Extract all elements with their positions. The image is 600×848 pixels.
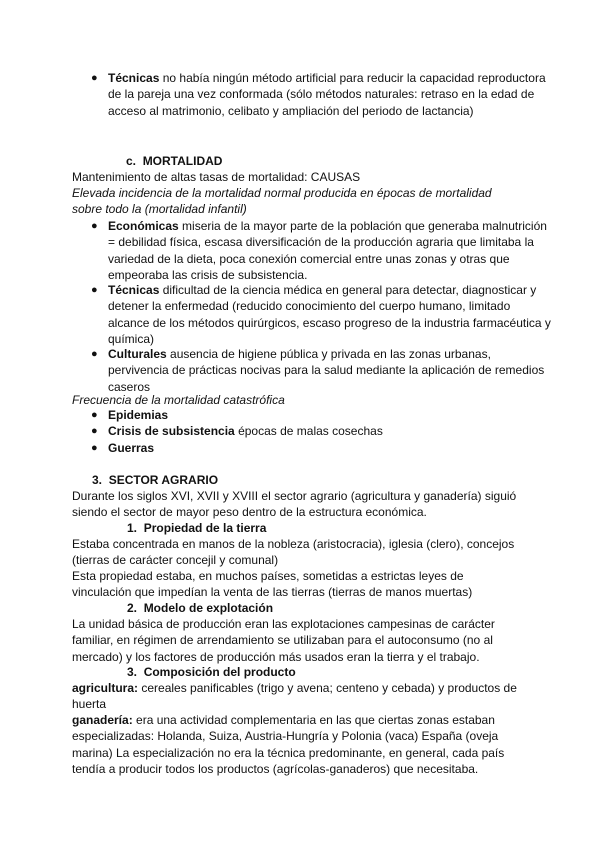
agricultura-paragraph	[72, 680, 532, 713]
propiedad-paragraph-1: Estaba concentrada en manos de la nobleza (aristocracia), iglesia (clero), concejos (tierras de carácter concejil y comunal)	[72, 537, 515, 568]
item-text: épocas de malas cosechas	[234, 424, 383, 438]
bullet-icon: ●	[91, 425, 98, 437]
item-text: miseria de la mayor parte de la población que generaba malnutrición = debilidad física, escasa diversificación de la producción agraria que limitaba la variedad de la dieta, poca conexión comercial entre unas zonas y otras que empeoraba las crisis de subsistencia.	[108, 219, 547, 282]
item-text: ausencia de higiene pública y privada en las zonas urbanas, pervivencia de prácticas nocivas para la salud mediante la aplicación de remedios caseros	[108, 347, 545, 394]
subheading-propiedad	[127, 520, 266, 536]
bullet-icon: ●	[91, 348, 98, 360]
subheading-number: 2.	[127, 601, 138, 615]
propiedad-paragraph-2: Esta propiedad estaba, en muchos países, sometidas a estrictas leyes de vinculación que impedían la venta de las tierras (tierras de manos muertas)	[72, 569, 473, 600]
list-item-culturales	[88, 346, 548, 395]
item-text: dificultad de la ciencia médica en general para detectar, diagnosticar y detener la enfermedad (reducido conocimiento del cuerpo humano, limitado alcance de los métodos quirúrgicos, escaso progreso de la industria farmacéutica y química)	[108, 283, 551, 346]
item-text: no había ningún método artificial para reducir la capacidad reproductora de la pareja una vez conformada (sólo métodos naturales: retraso en la edad de acceso al matrimonio, celibato y ampliación del periodo de lactancia)	[108, 71, 546, 118]
agricultura-label: agricultura:	[72, 681, 139, 695]
subheading-text: Propiedad de la tierra	[143, 521, 267, 535]
list-item-epidemias	[88, 407, 548, 423]
ganaderia-paragraph	[72, 712, 534, 777]
heading-text: MORTALIDAD	[142, 154, 223, 168]
subheading-text: Composición del producto	[143, 665, 296, 679]
item-label: Culturales	[108, 347, 167, 361]
bullet-icon: ●	[91, 442, 98, 454]
subheading-number: 1.	[127, 521, 138, 535]
section-heading-sector-agrario	[92, 472, 218, 488]
item-label: Técnicas	[108, 71, 160, 85]
list-item-guerras	[88, 440, 548, 456]
list-item-tecnicas	[88, 282, 554, 347]
ganaderia-text: era una actividad complementaria en las que ciertas zonas estaban especializadas: Holanda, Suiza, Austria-Hungría y Polonia (vaca) España (oveja marina) La especialización no era la técnica predominante, en general, cada país tendía a producir todos los productos (agrícolas-ganaderos) que necesitaba.	[72, 713, 505, 776]
list-item-economicas	[88, 218, 554, 283]
heading-text: SECTOR AGRARIO	[108, 473, 219, 487]
section-heading-mortalidad	[126, 153, 222, 169]
bullet-icon: ●	[91, 72, 98, 84]
subheading-composicion	[127, 664, 296, 680]
ganaderia-label: ganadería:	[72, 713, 133, 727]
heading-marker: c.	[126, 154, 137, 168]
mortalidad-normal-title: Elevada incidencia de la mortalidad normal producida en épocas de mortalidad sobre todo la (mortalidad infantil)	[72, 186, 492, 217]
mortalidad-catastrofica-title: Frecuencia de la mortalidad catastrófica	[72, 393, 285, 407]
item-label: Crisis de subsistencia	[108, 424, 235, 438]
bullet-icon: ●	[91, 409, 98, 421]
heading-number: 3.	[92, 473, 103, 487]
item-label: Epidemias	[108, 408, 169, 422]
list-item-tecnicas-natalidad	[88, 70, 548, 119]
mortalidad-intro: Mantenimiento de altas tasas de mortalidad: CAUSAS	[72, 170, 361, 184]
subheading-text: Modelo de explotación	[143, 601, 274, 615]
item-label: Económicas	[108, 219, 179, 233]
item-label: Guerras	[108, 441, 155, 455]
subheading-number: 3.	[127, 665, 138, 679]
modelo-paragraph: La unidad básica de producción eran las explotaciones campesinas de carácter familiar, en régimen de arrendamiento se utilizaban para el autoconsumo (no al mercado) y los factores de producción más usados eran la tierra y el trabajo.	[72, 617, 495, 664]
sector-agrario-intro: Durante los siglos XVI, XVII y XVIII el sector agrario (agricultura y ganadería) siguió siendo el sector de mayor peso dentro de la estructura económica.	[72, 489, 517, 520]
bullet-icon: ●	[91, 220, 98, 232]
bullet-icon: ●	[91, 284, 98, 296]
list-item-crisis-subsistencia	[88, 423, 548, 439]
subheading-modelo	[127, 600, 273, 616]
item-label: Técnicas	[108, 283, 160, 297]
agricultura-text: cereales panificables (trigo y avena; centeno y cebada) y productos de huerta	[72, 681, 517, 712]
